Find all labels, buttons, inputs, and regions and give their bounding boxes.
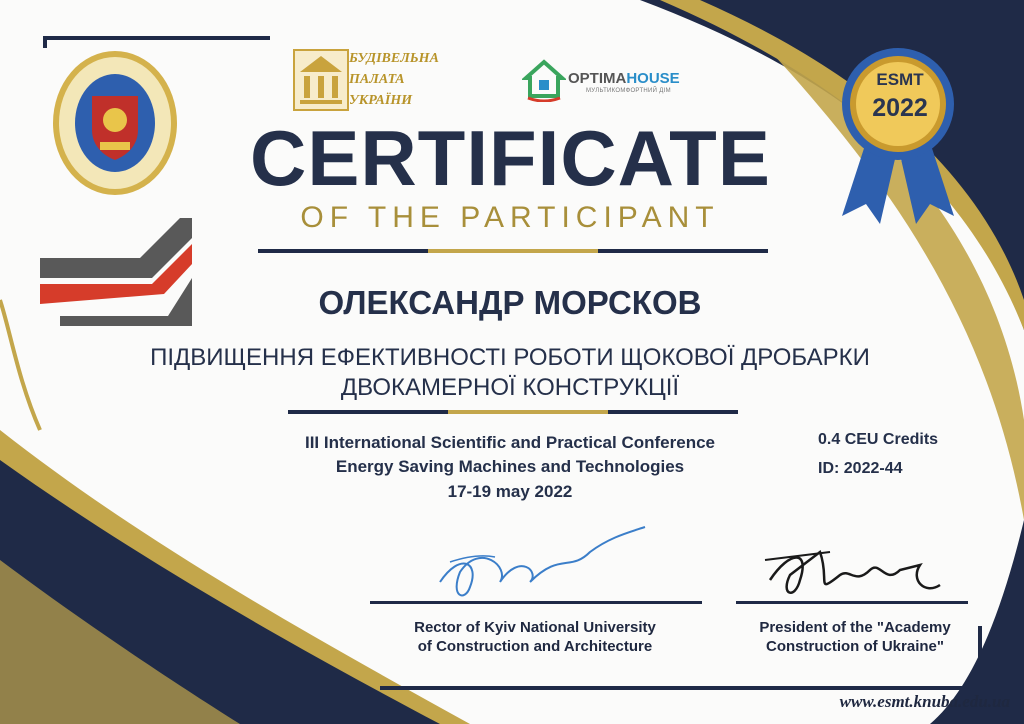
president-signature-icon: [760, 540, 960, 610]
medal-label: [850, 70, 950, 122]
conference-theme: Energy Saving Machines and Technologies: [335, 457, 685, 476]
academy-stairs-logo-icon: [40, 218, 192, 326]
certificate-title: CERTIFICATE: [250, 114, 771, 202]
rector-title-line-2: of Construction and Architecture: [417, 638, 653, 655]
optimahouse-logo-text: [568, 70, 708, 87]
ceu-credits: 0.4 CEU Credits: [818, 431, 939, 448]
conference-name: III International Scientific and Practical Conference: [304, 433, 715, 452]
rector-title-line-1: Rector of Kyiv National University: [414, 619, 656, 636]
rector-signature-icon: [420, 512, 660, 612]
topic-line-1: ПІДВИЩЕННЯ ЕФЕКТИВНОСТІ РОБОТИ ЩОКОВОЇ ДРОБАРКИ: [150, 344, 870, 371]
website-url: www.esmt.knuba.edu.ua: [839, 692, 1010, 711]
conference-dates: 17-19 may 2022: [447, 482, 573, 501]
medal-esmt-text: ESMT: [876, 70, 924, 89]
participant-name: ОЛЕКСАНДР МОРСКОВ: [318, 284, 702, 321]
topic-line-2: ДВОКАМЕРНОЇ КОНСТРУКЦІЇ: [340, 374, 680, 401]
certificate-subtitle: OF THE PARTICIPANT: [300, 201, 720, 234]
optimahouse-house-icon: [522, 58, 566, 102]
optimahouse-tagline: МУЛЬТИКОМФОРТНИЙ ДІМ: [586, 88, 671, 94]
university-seal-icon: [50, 48, 180, 198]
president-title-line-1: President of the "Academy: [759, 619, 951, 636]
optima-word: OPTIMA: [568, 70, 627, 87]
medal-year-text: 2022: [872, 94, 928, 122]
certificate-id: ID: 2022-44: [818, 460, 903, 477]
budivelna-palata-logo-icon: [292, 48, 350, 112]
house-word: HOUSE: [626, 70, 680, 87]
budivelna-palata-logo-text: БУДІВЕЛЬНА ПАЛАТА УКРАЇНИ: [349, 51, 439, 108]
president-title-line-2: Construction of Ukraine": [766, 638, 944, 655]
